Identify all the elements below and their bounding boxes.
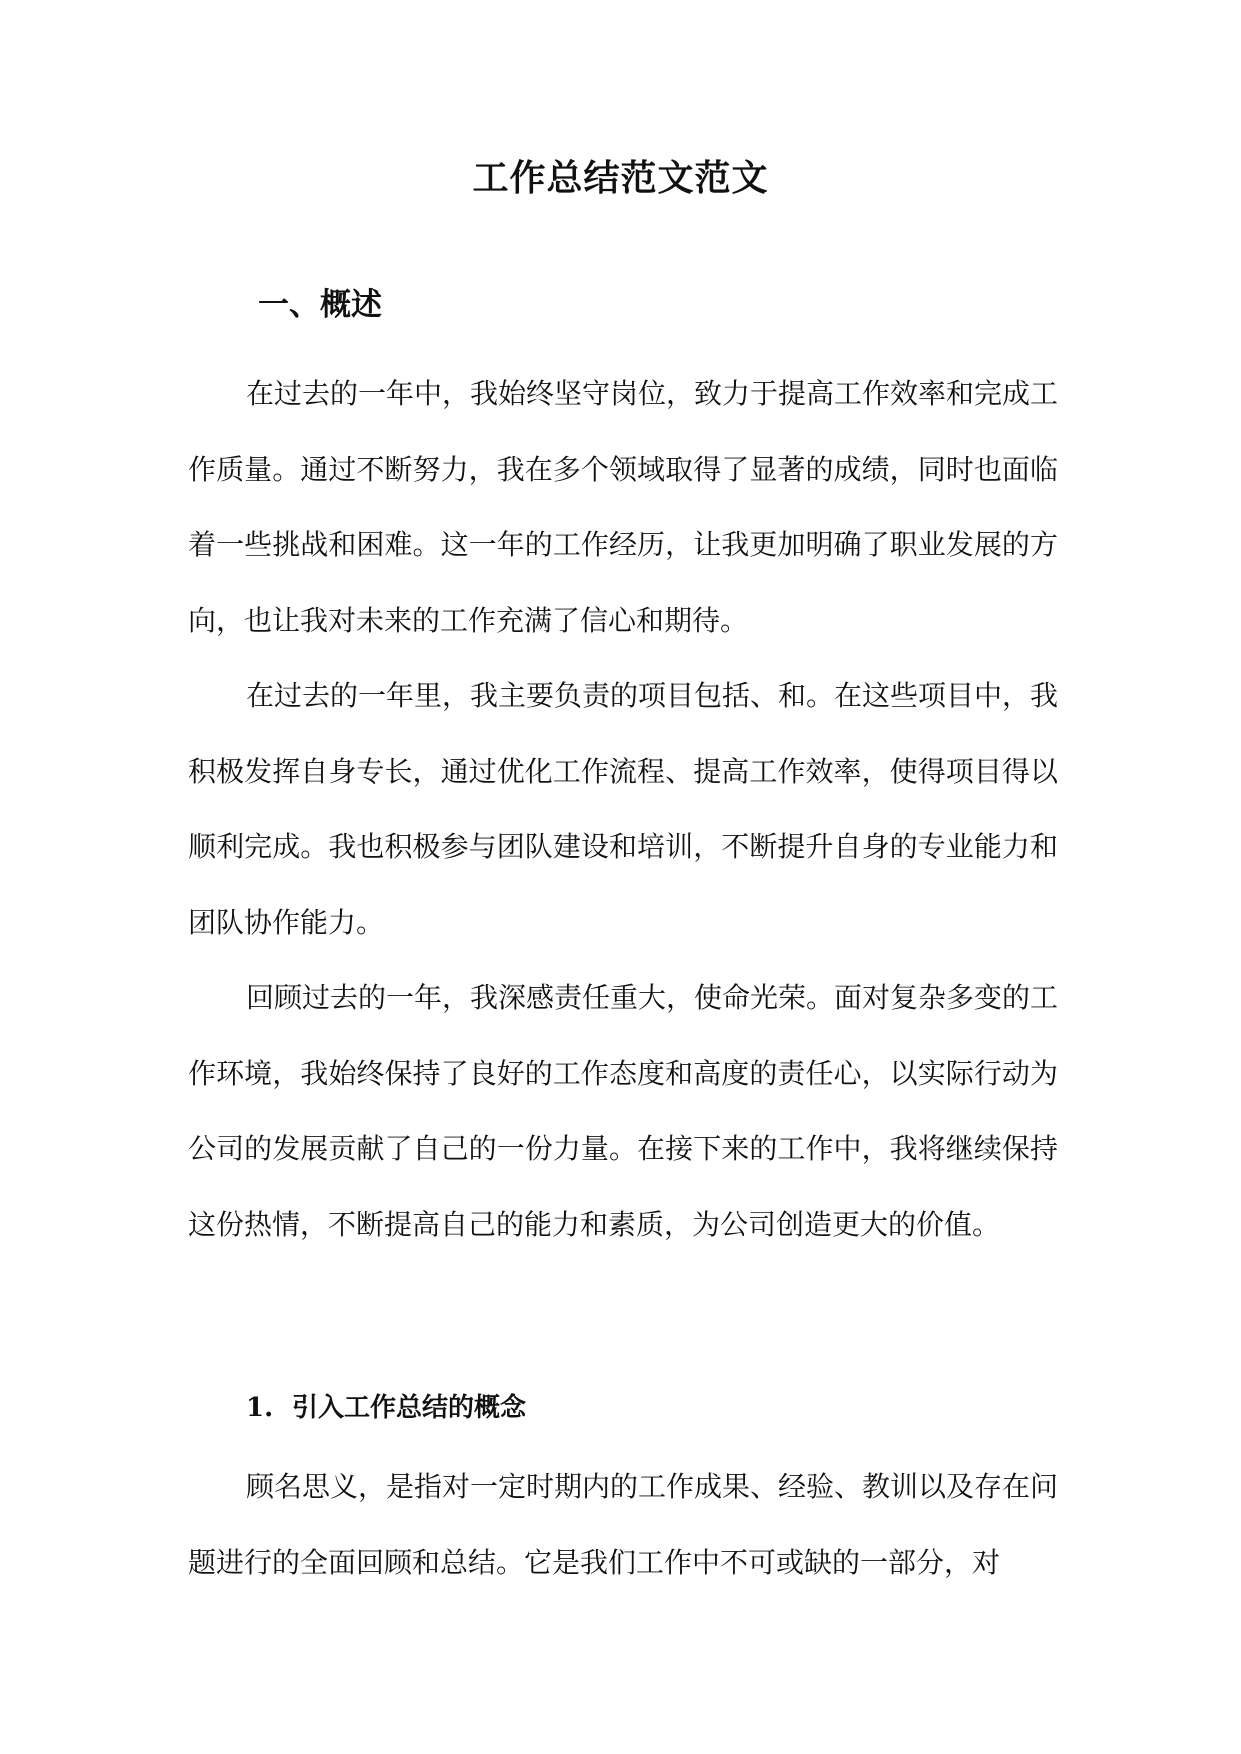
subsection-heading	[246, 1385, 526, 1431]
paragraph-1: 在过去的一年中，我始终坚守岗位，致力于提高工作效率和完成工作质量。通过不断努力，我在多个领域取得了显著的成绩，同时也面临着一些挑战和困难。这一年的工作经历，让我更加明确了职业发展的方向，也让我对未来的工作充满了信心和期待。	[188, 377, 1059, 637]
subsection-title: 引入工作总结的概念	[292, 1393, 527, 1423]
document-title: 工作总结范文范文	[472, 157, 769, 199]
subsection-paragraph: 顾名思义，是指对一定时期内的工作成果、经验、教训以及存在问题进行的全面回顾和总结。它是我们工作中不可或缺的一部分，对	[188, 1470, 1059, 1579]
paragraph-3: 回顾过去的一年，我深感责任重大，使命光荣。面对复杂多变的工作环境，我始终保持了良好的工作态度和高度的责任心，以实际行动为公司的发展贡献了自己的一份力量。在接下来的工作中，我将继续保持这份热情，不断提高自己的能力和素质，为公司创造更大的价值。	[188, 981, 1059, 1241]
paragraph-2: 在过去的一年里，我主要负责的项目包括、和。在这些项目中，我积极发挥自身专长，通过优化工作流程、提高工作效率，使得项目得以顺利完成。我也积极参与团队建设和培训，不断提升自身的专业能力和团队协作能力。	[188, 679, 1059, 939]
subsection-number: 1.	[246, 1393, 274, 1423]
section-heading: 一、概述	[258, 287, 382, 323]
